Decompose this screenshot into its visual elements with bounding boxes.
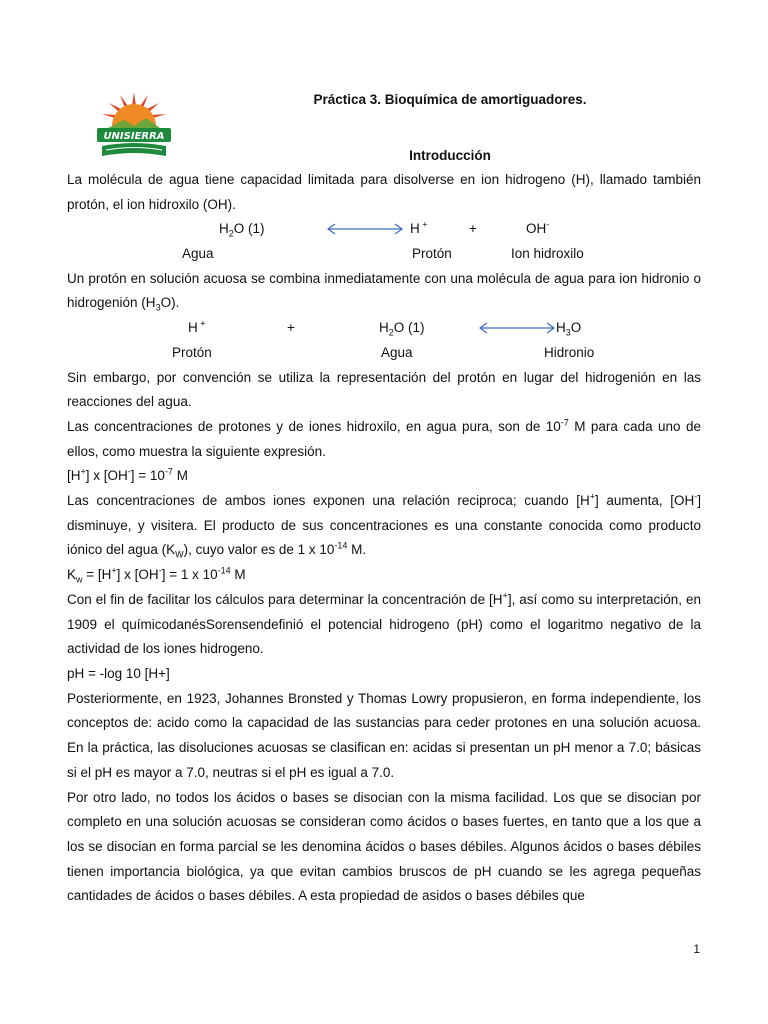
equation-plus: + xyxy=(469,221,477,237)
page-number: 1 xyxy=(693,942,700,956)
equation-plus: + xyxy=(287,320,295,336)
unisierra-logo xyxy=(94,90,174,164)
section-heading: Introducción xyxy=(409,148,491,163)
equation-term: $H_2O$ (1) xyxy=(379,320,425,338)
paragraph: Las concentraciones de ambos iones exponen una relación reciproca; cuando [H+] aumenta, [OH-] disminuye, y visitera. El producto de sus concentraciones es una constante conocida como producto iónico del agua $(K_W)$, cuyo valor es de 1 x $10^{-14}$ M. xyxy=(67,491,702,561)
equation-labels xyxy=(67,242,701,267)
paragraph: La molécula de agua tiene capacidad limitada para disolverse en ion hidrogeno (H), llamado también protón, el ion hidroxilo (OH). xyxy=(67,172,701,212)
expression: [H+] x $[OH^-] = 10^{-7}$ M xyxy=(67,466,188,484)
equation-label: Agua xyxy=(381,344,413,360)
paragraph: Posteriormente, en 1923, Johannes Bronsted y Thomas Lowry propusieron, en forma independiente, los conceptos de: acido como la capacidad de las sustancias para ceder protones en una solución acuosa. En la práctica, las disoluciones acuosas se clasifican en: acidas si presentan un pH menor a 7.0; básicas si el pH es mayor a 7.0, neutras si el pH es igual a 7.0. xyxy=(67,690,701,780)
paragraph: Con el fin de facilitar los cálculos para determinar la concentración de [H+], así como su interpretación, en 1909 el químicodanésSorensendefinió el potencial hidrogeno (pH) como el logaritmo negativo de la actividad de los iones hidrogeno. xyxy=(67,590,701,657)
expression: pH = -log 10 [H+] xyxy=(67,666,170,681)
logo-text: UNISIERRA xyxy=(103,131,165,142)
equation-label: Protón xyxy=(172,344,212,360)
paragraph: Un protón en solución acuosa se combina inmediatamente con una molécula de agua para ion hidronio o hidrogenión $(H_3O)$. xyxy=(67,270,701,314)
paragraph: Las concentraciones de protones y de iones hidroxilo, en agua pura, son de $10^{-7}$ M para cada uno de ellos, como muestra la siguiente expresión. xyxy=(67,417,701,459)
equation-term: OH- xyxy=(526,219,550,237)
double-arrow-icon xyxy=(478,322,556,334)
equation-row xyxy=(67,316,701,341)
equation-label: Agua xyxy=(182,246,214,262)
equation-label: Protón xyxy=(412,246,452,262)
equation-labels xyxy=(67,341,701,366)
equation-label: Hidronio xyxy=(544,344,595,360)
expression: $K_w = [H^+]$ x [OH-] = 1 x $10^{-14}$ M xyxy=(67,565,246,585)
double-arrow-icon xyxy=(326,223,404,235)
equation-term: H + xyxy=(410,219,428,237)
equation-term: H + xyxy=(188,318,206,336)
equation-term: $H_2O$ (1) xyxy=(219,221,265,240)
document-body xyxy=(67,168,701,909)
document-title: Práctica 3. Bioquímica de amortiguadores. xyxy=(313,92,587,107)
paragraph: Por otro lado, no todos los ácidos o bases se disocian con la misma facilidad. Los que se disocian por completo en una solución acuosas se consideran como ácidos o bases fuertes, en tanto que a los que a los se disocian en forma parcial se les denomina ácidos o bases débiles. Algunos ácidos o bases débiles tienen importancia biológica, ya que evitan cambios bruscos de pH cuando se les agrega pequeñas cantidades de ácidos o bases débiles. A esta propiedad de asidos o bases débiles que xyxy=(67,789,701,904)
paragraph: Sin embargo, por convención se utiliza la representación del protón en lugar del hidrogenión en las reacciones del agua. xyxy=(67,369,701,410)
equation-label: Ion hidroxilo xyxy=(511,246,584,262)
equation-term: $H_3O$ xyxy=(556,320,582,338)
equation-row xyxy=(67,217,701,242)
